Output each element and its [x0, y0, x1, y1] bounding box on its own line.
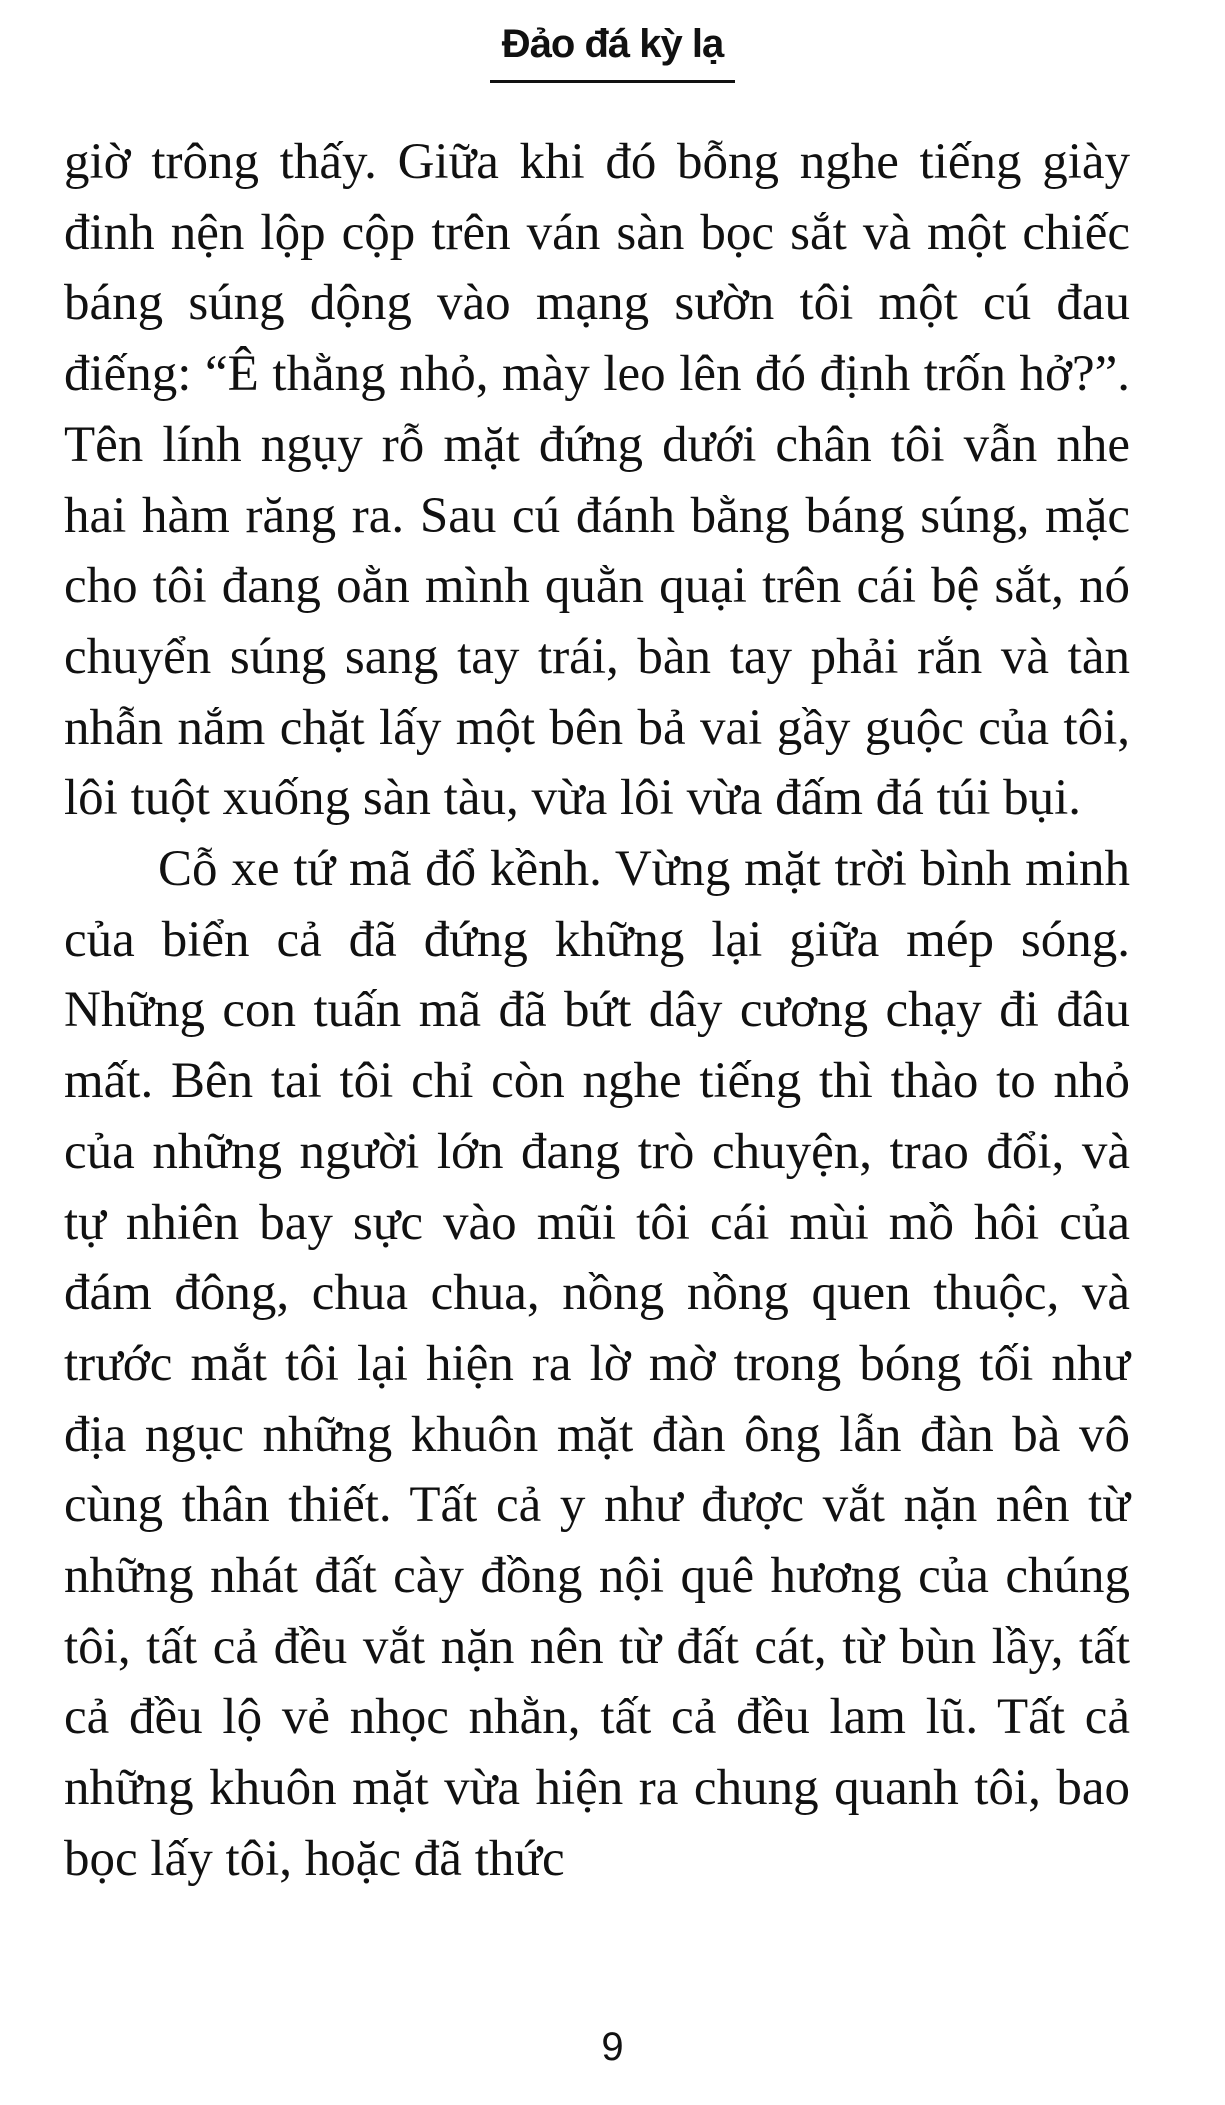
page-number: 9 — [601, 2025, 624, 2069]
running-header — [0, 14, 1225, 83]
paragraph: Cỗ xe tứ mã đổ kềnh. Vừng mặt trời bình minh của biển cả đã đứng khững lại giữa mép sóng. Những con tuấn mã đã bứt dây cương chạy đi đâu mất. Bên tai tôi chỉ còn nghe tiếng thì thào to nhỏ của những người lớn đang trò chuyện, trao đổi, và tự nhiên bay sực vào mũi tôi cái mùi mồ hôi của đám đông, chua chua, nồng nồng quen thuộc, và trước mắt tôi lại hiện ra lờ mờ trong bóng tối như địa ngục những khuôn mặt đàn ông lẫn đàn bà vô cùng thân thiết. Tất cả y như được vắt nặn nên từ những nhát đất cày đồng nội quê hương của chúng tôi, tất cả đều vắt nặn nên từ đất cát, từ bùn lầy, tất cả đều lộ vẻ nhọc nhằn, tất cả đều lam lũ. Tất cả những khuôn mặt vừa hiện ra chung quanh tôi, bao bọc lấy tôi, hoặc đã thức — [64, 841, 1130, 1887]
body-text — [64, 127, 1130, 1895]
paragraph-continued: giờ trông thấy. Giữa khi đó bỗng nghe tiếng giày đinh nện lộp cộp trên ván sàn bọc sắt và một chiếc báng súng dộng vào mạng sườn tôi một cú đau điếng: “Ê thằng nhỏ, mày leo lên đó định trốn hở?”. Tên lính ngụy rỗ mặt đứng dưới chân tôi vẫn nhe hai hàm răng ra. Sau cú đánh bằng báng súng, mặc cho tôi đang oằn mình quằn quại trên cái bệ sắt, nó chuyển súng sang tay trái, bàn tay phải rắn và tàn nhẫn nắm chặt lấy một bên bả vai gầy guộc của tôi, lôi tuột xuống sàn tàu, vừa lôi vừa đấm đá túi bụi. — [64, 134, 1130, 827]
book-title: Đảo đá kỳ lạ — [490, 14, 735, 83]
